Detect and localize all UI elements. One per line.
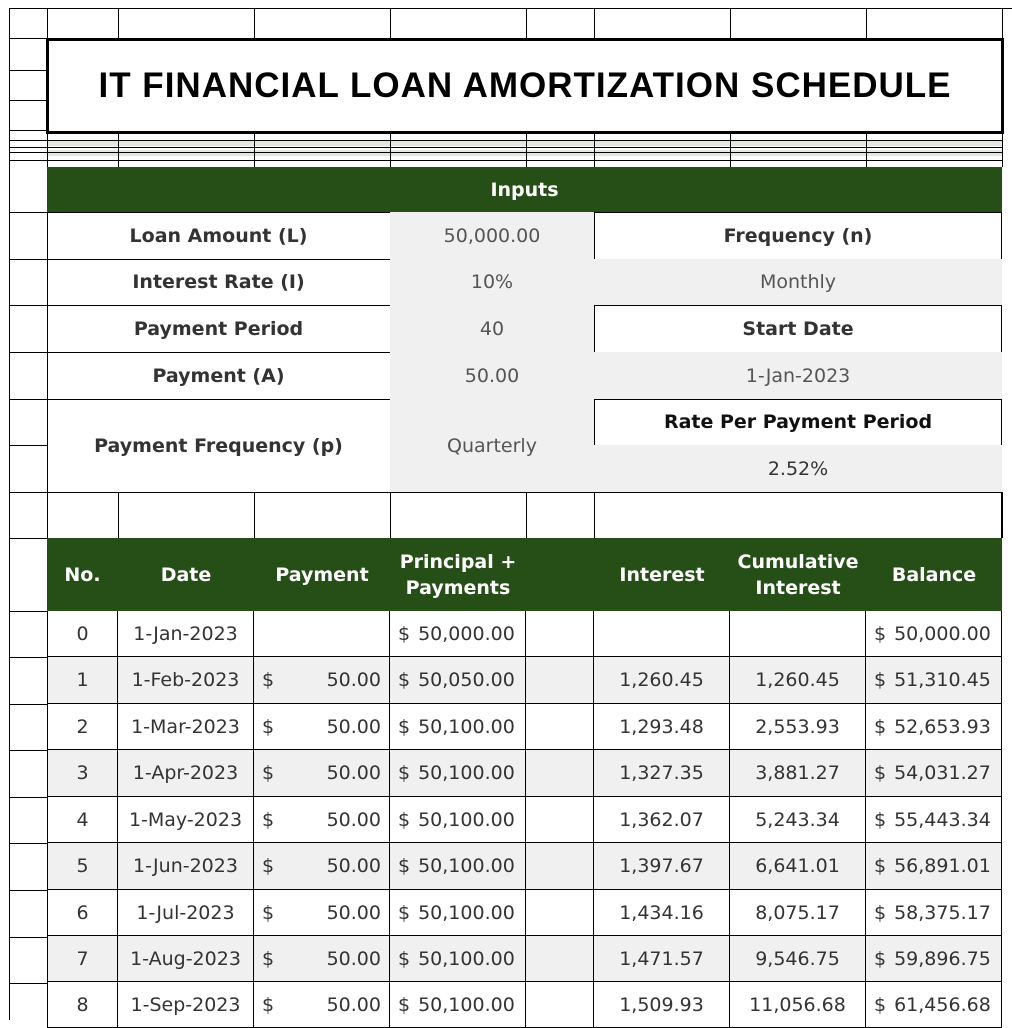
currency-symbol: $ [874, 715, 887, 738]
grid-line [9, 352, 47, 353]
amount: 50.00 [326, 947, 381, 970]
cell-principal[interactable] [390, 704, 526, 750]
amount: 50.00 [326, 762, 381, 784]
currency-symbol: $ [398, 855, 411, 877]
grid-line [9, 305, 47, 306]
cell-date[interactable]: 1-May-2023 [118, 797, 254, 843]
grid-line [526, 8, 527, 38]
amount: 55,443.34 [894, 808, 991, 831]
cell-interest[interactable]: 1,327.35 [594, 750, 730, 797]
currency-symbol: $ [874, 808, 887, 831]
cell-payment[interactable] [254, 750, 390, 797]
cell-blank[interactable] [526, 890, 594, 936]
frequency-value[interactable]: Monthly [594, 259, 1002, 305]
start-date-label: Start Date [742, 317, 854, 340]
cell-date[interactable]: 1-Jun-2023 [118, 843, 254, 890]
col-header-principal [390, 538, 526, 611]
currency-symbol: $ [398, 947, 411, 970]
currency-symbol: $ [262, 762, 275, 784]
start-date-value[interactable]: 1-Jan-2023 [594, 352, 1002, 399]
grid-line [9, 259, 47, 260]
cell-date[interactable]: 1-Jul-2023 [118, 890, 254, 936]
payment-frequency-value[interactable]: Quarterly [390, 399, 594, 492]
cell-date[interactable]: 1-Apr-2023 [118, 750, 254, 797]
grid-line [9, 212, 47, 213]
cell-no[interactable]: 2 [47, 704, 118, 750]
cell-balance[interactable] [866, 982, 1002, 1028]
grid-line [254, 492, 255, 538]
currency-symbol: $ [398, 762, 411, 784]
col-header-balance: Balance [866, 538, 1002, 611]
payment-value[interactable]: 50.00 [390, 352, 594, 399]
grid-line [9, 445, 47, 446]
inputs-header: Inputs [47, 167, 1002, 212]
grid-line [9, 160, 47, 161]
cell-blank[interactable] [526, 936, 594, 982]
cell-no[interactable]: 1 [47, 657, 118, 704]
col-header-principal-line1: Principal + [399, 550, 517, 573]
currency-symbol: $ [262, 669, 275, 691]
cell-principal[interactable] [390, 750, 526, 797]
col-header-no: No. [47, 538, 118, 611]
cell-payment[interactable] [254, 936, 390, 982]
currency-symbol: $ [874, 993, 887, 1016]
grid-line [9, 890, 47, 891]
amount: 50.00 [326, 855, 381, 877]
amount: 50.00 [326, 901, 381, 924]
amount: 59,896.75 [894, 947, 991, 970]
cell-principal[interactable] [390, 611, 526, 657]
cell-interest[interactable]: 1,434.16 [594, 890, 730, 936]
cell-blank[interactable] [526, 657, 594, 704]
grid-line [9, 100, 47, 101]
grid-line [526, 492, 527, 538]
amount: 50,100.00 [418, 993, 515, 1016]
cell-no[interactable]: 8 [47, 982, 118, 1028]
cell-no[interactable]: 5 [47, 843, 118, 890]
payment-label: Payment (A) [152, 364, 285, 387]
cell-cumulative-interest[interactable]: 11,056.68 [730, 982, 866, 1028]
amount: 51,310.45 [894, 669, 991, 691]
amount: 50,100.00 [418, 947, 515, 970]
grid-line [47, 130, 48, 167]
cell-payment[interactable] [254, 704, 390, 750]
grid-line [9, 983, 47, 984]
currency-symbol: $ [874, 947, 887, 970]
grid-line [47, 8, 1002, 9]
cell-blank[interactable] [526, 750, 594, 797]
amount: 61,456.68 [894, 993, 991, 1016]
grid-line [1002, 8, 1003, 38]
col-header-principal-line2: Payments [405, 576, 511, 599]
cell-payment[interactable] [254, 982, 390, 1028]
cell-date[interactable]: 1-Feb-2023 [118, 657, 254, 704]
cell-principal[interactable] [390, 657, 526, 704]
grid-line [9, 8, 47, 9]
amount: 50.00 [326, 808, 381, 831]
cell-balance[interactable] [866, 704, 1002, 750]
cell-payment[interactable] [254, 843, 390, 890]
cell-principal[interactable] [390, 797, 526, 843]
amount: 54,031.27 [894, 762, 991, 784]
grid-line [9, 38, 47, 39]
grid-line [390, 8, 391, 38]
cell-interest[interactable]: 1,362.07 [594, 797, 730, 843]
page-title: IT FINANCIAL LOAN AMORTIZATION SCHEDULE [98, 66, 952, 105]
rate-per-period-label: Rate Per Payment Period [663, 411, 933, 433]
cell-balance[interactable] [866, 890, 1002, 936]
grid-line [47, 152, 1002, 153]
amount: 50,000.00 [418, 622, 515, 645]
currency-symbol: $ [262, 993, 275, 1016]
currency-symbol: $ [874, 762, 887, 784]
cell-cumulative-interest[interactable]: 1,260.45 [730, 657, 866, 704]
grid-line [9, 843, 47, 844]
amount: 52,653.93 [894, 715, 991, 738]
currency-symbol: $ [874, 855, 887, 877]
grid-line [730, 8, 731, 38]
grid-line [9, 140, 47, 141]
grid-line [47, 147, 1002, 148]
cell-blank[interactable] [526, 611, 594, 657]
cell-cumulative-interest[interactable]: 2,553.93 [730, 704, 866, 750]
col-header-cumulative-line2: Interest [755, 576, 841, 599]
cell-payment[interactable] [254, 611, 390, 657]
col-header-blank [526, 538, 594, 611]
currency-symbol: $ [874, 622, 887, 645]
grid-line [594, 130, 595, 167]
cell-principal[interactable] [390, 982, 526, 1028]
cell-interest[interactable]: 1,471.57 [594, 936, 730, 982]
currency-symbol: $ [874, 901, 887, 924]
grid-line [866, 8, 867, 38]
grid-line [47, 8, 48, 38]
currency-symbol: $ [262, 715, 275, 738]
currency-symbol: $ [398, 715, 411, 738]
interest-rate-value[interactable]: 10% [390, 259, 594, 305]
title-banner [46, 38, 1004, 134]
cell-interest[interactable]: 1,293.48 [594, 704, 730, 750]
cell-cumulative-interest[interactable]: 6,641.01 [730, 843, 866, 890]
cell-principal[interactable] [390, 936, 526, 982]
cell-date[interactable]: 1-Aug-2023 [118, 936, 254, 982]
cell-cumulative-interest[interactable]: 9,546.75 [730, 936, 866, 982]
cell-no[interactable]: 4 [47, 797, 118, 843]
cell-payment[interactable] [254, 890, 390, 936]
amount: 50,100.00 [418, 901, 515, 924]
currency-symbol: $ [398, 901, 411, 924]
col-header-cumulative [730, 538, 866, 611]
cell-cumulative-interest[interactable]: 3,881.27 [730, 750, 866, 797]
grid-line [47, 160, 1002, 161]
grid-line [594, 8, 595, 38]
currency-symbol: $ [262, 855, 275, 877]
cell-interest[interactable]: 1,260.45 [594, 657, 730, 704]
grid-line [9, 797, 47, 798]
cell-date[interactable]: 1-Jan-2023 [118, 611, 254, 657]
cell-balance[interactable] [866, 750, 1002, 797]
grid-line [9, 130, 47, 131]
grid-line [9, 152, 47, 153]
amount: 56,891.01 [894, 855, 991, 877]
payment-frequency-label: Payment Frequency (p) [94, 434, 343, 457]
cell-no[interactable]: 7 [47, 936, 118, 982]
amount: 50,100.00 [418, 808, 515, 831]
cell-balance[interactable] [866, 936, 1002, 982]
cell-date[interactable]: 1-Sep-2023 [118, 982, 254, 1028]
grid-line [9, 657, 47, 658]
cell-blank[interactable] [526, 704, 594, 750]
grid-line [1002, 130, 1003, 167]
interest-rate-label: Interest Rate (I) [132, 271, 305, 293]
frequency-label: Frequency (n) [723, 224, 873, 247]
amount: 50,100.00 [418, 762, 515, 784]
grid-line [9, 750, 47, 751]
grid-line [118, 130, 119, 167]
amount: 50,100.00 [418, 715, 515, 738]
col-header-payment: Payment [254, 538, 390, 611]
grid-line [254, 130, 255, 167]
grid-line [526, 130, 527, 167]
currency-symbol: $ [398, 993, 411, 1016]
grid-line [1002, 492, 1003, 538]
amount: 50.00 [326, 715, 381, 738]
grid-line [118, 8, 119, 38]
amount: 58,375.17 [894, 901, 991, 924]
grid-line [9, 147, 47, 148]
cell-interest[interactable] [594, 611, 730, 657]
currency-symbol: $ [262, 901, 275, 924]
grid-line [730, 130, 731, 167]
currency-symbol: $ [874, 669, 887, 691]
currency-symbol: $ [398, 669, 411, 691]
currency-symbol: $ [262, 947, 275, 970]
cell-balance[interactable] [866, 797, 1002, 843]
amount: 50.00 [326, 993, 381, 1016]
cell-payment[interactable] [254, 797, 390, 843]
cell-balance[interactable] [866, 611, 1002, 657]
rate-per-period-value: 2.52% [594, 445, 1002, 492]
grid-line [9, 611, 47, 612]
cell-cumulative-interest[interactable] [730, 611, 866, 657]
payment-period-label: Payment Period [133, 317, 304, 340]
grid-line [9, 399, 47, 400]
cell-blank[interactable] [526, 982, 594, 1028]
grid-line [390, 492, 391, 538]
grid-line [9, 704, 47, 705]
cell-no[interactable]: 6 [47, 890, 118, 936]
cell-blank[interactable] [526, 797, 594, 843]
cell-payment[interactable] [254, 657, 390, 704]
grid-line [9, 937, 47, 938]
col-header-date: Date [118, 538, 254, 611]
grid-line [9, 492, 47, 493]
grid-line [9, 538, 47, 539]
grid-line [594, 492, 595, 538]
grid-line [47, 492, 1002, 493]
grid-line [866, 130, 867, 167]
cell-no[interactable]: 0 [47, 611, 118, 657]
cell-interest[interactable]: 1,509.93 [594, 982, 730, 1028]
loan-amount-value[interactable]: 50,000.00 [390, 212, 594, 259]
payment-period-value[interactable]: 40 [390, 305, 594, 352]
currency-symbol: $ [262, 808, 275, 831]
amount: 50,100.00 [418, 855, 515, 877]
currency-symbol: $ [398, 808, 411, 831]
cell-balance[interactable] [866, 843, 1002, 890]
currency-symbol: $ [398, 622, 411, 645]
grid-line [118, 492, 119, 538]
cell-cumulative-interest[interactable]: 8,075.17 [730, 890, 866, 936]
col-header-interest: Interest [594, 538, 730, 611]
amount: 50,000.00 [894, 622, 991, 645]
grid-line [9, 70, 47, 71]
cell-no[interactable]: 3 [47, 750, 118, 797]
cell-principal[interactable] [390, 843, 526, 890]
amount: 50,050.00 [418, 669, 515, 691]
grid-line [47, 140, 1002, 141]
grid-line [390, 130, 391, 167]
loan-amount-label: Loan Amount (L) [129, 224, 308, 247]
cell-date[interactable]: 1-Mar-2023 [118, 704, 254, 750]
grid-line [47, 150, 1002, 156]
cell-principal[interactable] [390, 890, 526, 936]
col-header-cumulative-line1: Cumulative [737, 550, 859, 573]
cell-cumulative-interest[interactable]: 5,243.34 [730, 797, 866, 843]
cell-interest[interactable]: 1,397.67 [594, 843, 730, 890]
cell-balance[interactable] [866, 657, 1002, 704]
grid-line [254, 8, 255, 38]
amount: 50.00 [326, 669, 381, 691]
cell-blank[interactable] [526, 843, 594, 890]
